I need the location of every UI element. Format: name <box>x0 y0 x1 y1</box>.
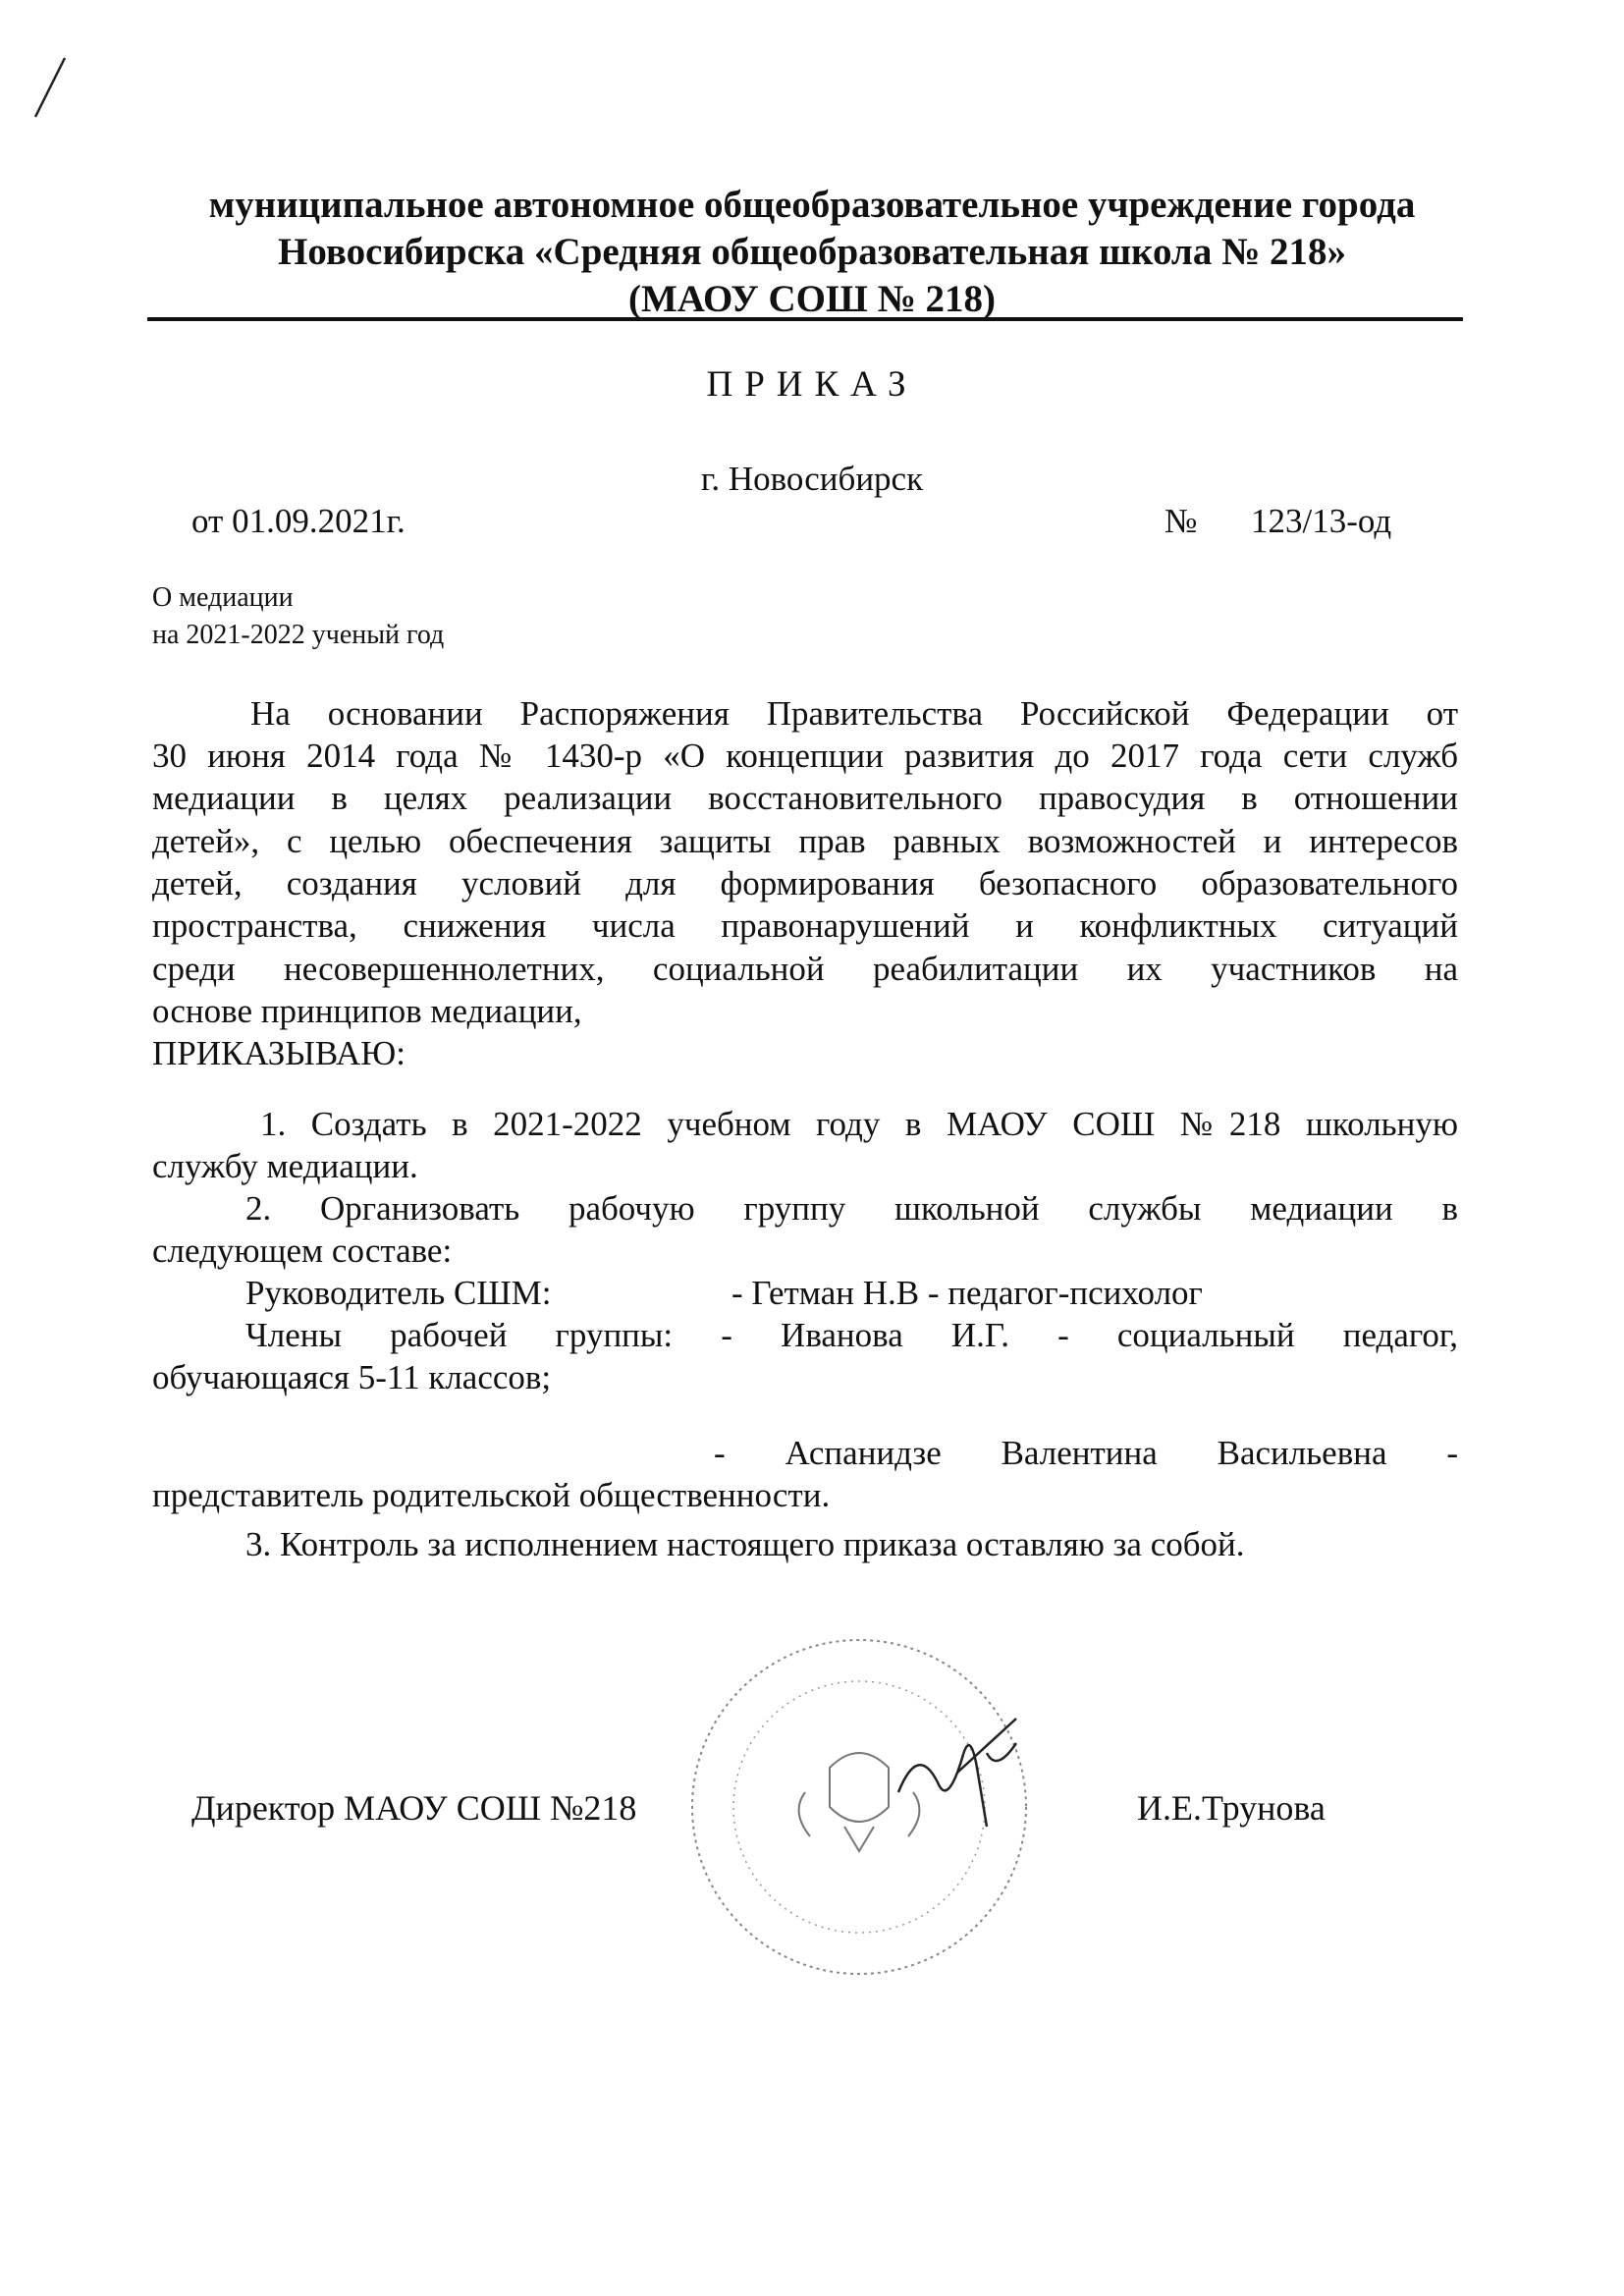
body-line: 30 июня 2014 года № 1430-р «О концепции развития до 2017 года сети служб <box>152 737 1458 775</box>
body-line: основе принципов медиации, <box>152 992 582 1030</box>
staff-members-line: Члены рабочей группы: - Иванова И.Г. - социальный педагог, <box>245 1316 1458 1354</box>
header-divider <box>147 317 1463 321</box>
pen-stroke-mark <box>29 54 69 123</box>
subject-line-1: О медиации <box>152 582 294 613</box>
staff-member-cont: представитель родительской общественности. <box>152 1476 831 1514</box>
staff-role-value: - Гетман Н.В - педагог-психолог <box>731 1274 1203 1312</box>
order-item-1-cont: службу медиации. <box>152 1147 418 1185</box>
header-line-2: Новосибирска «Средняя общеобразовательная школа № 218» <box>277 231 1347 273</box>
body-line: детей, создания условий для формирования безопасного образовательного <box>152 864 1458 902</box>
staff-members-cont: обучающаяся 5-11 классов; <box>152 1358 552 1396</box>
organization-header <box>147 182 1477 323</box>
number-sign: № <box>1164 502 1198 540</box>
order-item-3: 3. Контроль за исполнением настоящего приказа оставляю за собой. <box>245 1525 1245 1563</box>
document-city: г. Новосибирск <box>700 460 924 498</box>
signatory-name: И.Е.Трунова <box>1137 1788 1326 1828</box>
staff-member-line: - Аспанидзе Валентина Васильевна - <box>714 1434 1458 1472</box>
header-line-1: муниципальное автономное общеобразовательное учреждение города <box>208 184 1416 226</box>
order-keyword: ПРИКАЗЫВАЮ: <box>152 1034 406 1072</box>
order-item-1: 1. Создать в 2021-2022 учебном году в МАОУ СОШ №218 школьную <box>260 1105 1458 1143</box>
document-title: ПРИКАЗ <box>706 364 918 405</box>
header-line-3: (МАОУ СОШ № 218) <box>627 278 997 320</box>
body-line: На основании Распоряжения Правительства Российской Федерации от <box>250 694 1458 733</box>
body-line: детей», с целью обеспечения защиты прав равных возможностей и интересов <box>152 822 1458 860</box>
body-line: медиации в целях реализации восстановительного правосудия в отношении <box>152 779 1458 817</box>
body-line: пространства, снижения числа правонарушений и конфликтных ситуаций <box>152 906 1458 945</box>
order-item-2: 2. Организовать рабочую группу школьной службы медиации в <box>245 1189 1458 1228</box>
document-subject <box>152 579 444 654</box>
document-number: 123/13-од <box>1251 502 1392 540</box>
order-item-2-cont: следующем составе: <box>152 1231 453 1270</box>
signatory-position: Директор МАОУ СОШ №218 <box>191 1788 637 1828</box>
subject-line-2: на 2021-2022 ученый год <box>152 620 445 650</box>
handwritten-signature-icon <box>889 1714 1036 1841</box>
body-line: среди несовершеннолетних, социальной реабилитации их участников на <box>152 950 1458 988</box>
document-date: от 01.09.2021г. <box>191 502 406 540</box>
staff-role-label: Руководитель СШМ: <box>245 1274 552 1312</box>
